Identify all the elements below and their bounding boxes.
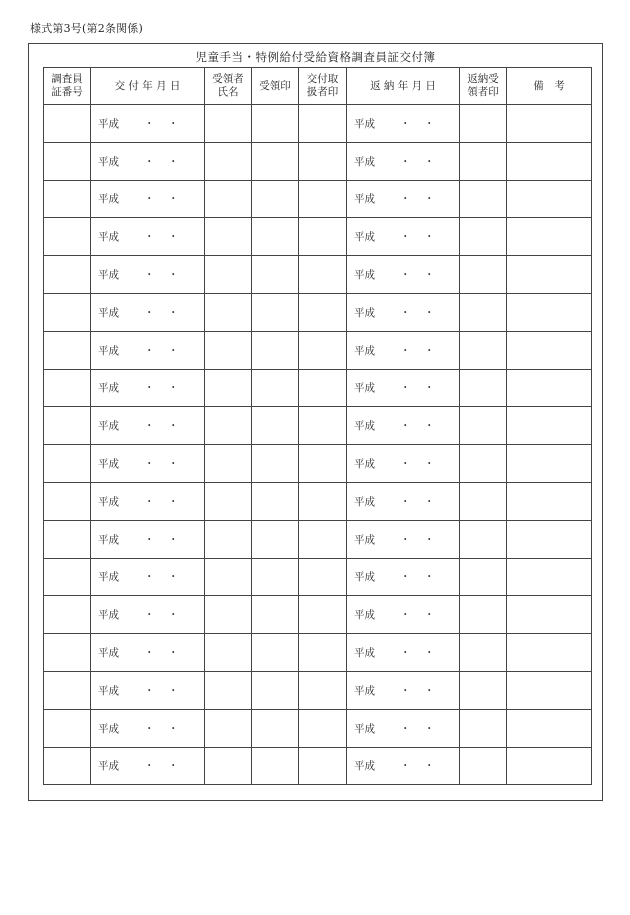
id-number-cell	[44, 369, 91, 407]
date-separator: ・	[144, 306, 155, 319]
issuer-seal-cell	[299, 256, 347, 294]
return-receiver-seal-cell	[460, 407, 507, 445]
date-separator: ・	[144, 533, 155, 546]
receipt-seal-cell	[252, 520, 299, 558]
date-separator: ・	[400, 458, 411, 471]
receipt-seal-cell	[252, 293, 299, 331]
recipient-name-cell	[205, 180, 252, 218]
return-date-cell	[347, 558, 460, 596]
date-separator: ・	[168, 571, 179, 584]
issue-date-cell	[91, 709, 205, 747]
id-number-cell	[44, 331, 91, 369]
date-separator: ・	[168, 533, 179, 546]
return-receiver-seal-cell	[460, 105, 507, 143]
receipt-seal-cell	[252, 105, 299, 143]
date-separator: ・	[424, 647, 435, 660]
return-date-cell	[347, 369, 460, 407]
issuer-seal-cell	[299, 369, 347, 407]
return-receiver-seal-cell	[460, 293, 507, 331]
era-label: 平成	[98, 420, 119, 433]
return-receiver-seal-cell	[460, 256, 507, 294]
receipt-seal-cell	[252, 407, 299, 445]
issuer-seal-cell	[299, 218, 347, 256]
return-date-cell	[347, 596, 460, 634]
return-receiver-seal-cell	[460, 142, 507, 180]
receipt-seal-cell	[252, 747, 299, 785]
id-number-cell	[44, 180, 91, 218]
recipient-name-cell	[205, 142, 252, 180]
date-separator: ・	[400, 722, 411, 735]
table-row	[44, 407, 592, 445]
era-label: 平成	[354, 533, 375, 546]
era-label: 平成	[98, 684, 119, 697]
date-separator: ・	[424, 571, 435, 584]
issue-date-cell	[91, 256, 205, 294]
id-number-cell	[44, 407, 91, 445]
date-separator: ・	[400, 609, 411, 622]
return-date-cell	[347, 671, 460, 709]
recipient-name-cell	[205, 596, 252, 634]
era-label: 平成	[98, 382, 119, 395]
era-label: 平成	[354, 193, 375, 206]
date-separator: ・	[424, 760, 435, 773]
return-date-cell	[347, 105, 460, 143]
col-header-id-number: 調査員 証番号	[44, 68, 91, 105]
table-row	[44, 180, 592, 218]
table-row	[44, 520, 592, 558]
remarks-cell	[507, 596, 592, 634]
col-header-return-date: 返 納 年 月 日	[347, 68, 460, 105]
table-row	[44, 482, 592, 520]
era-label: 平成	[98, 495, 119, 508]
header-row	[44, 68, 592, 105]
issue-date-cell	[91, 369, 205, 407]
date-separator: ・	[400, 647, 411, 660]
table-row	[44, 105, 592, 143]
issue-date-cell	[91, 105, 205, 143]
table-row	[44, 634, 592, 672]
return-date-cell	[347, 520, 460, 558]
issue-date-cell	[91, 671, 205, 709]
era-label: 平成	[354, 420, 375, 433]
receipt-seal-cell	[252, 709, 299, 747]
receipt-seal-cell	[252, 256, 299, 294]
recipient-name-cell	[205, 634, 252, 672]
date-separator: ・	[144, 231, 155, 244]
remarks-cell	[507, 256, 592, 294]
return-date-cell	[347, 407, 460, 445]
date-separator: ・	[144, 495, 155, 508]
recipient-name-cell	[205, 709, 252, 747]
id-number-cell	[44, 747, 91, 785]
issue-date-cell	[91, 218, 205, 256]
table-row	[44, 596, 592, 634]
era-label: 平成	[98, 571, 119, 584]
register-body	[44, 105, 592, 785]
remarks-cell	[507, 105, 592, 143]
id-number-cell	[44, 634, 91, 672]
date-separator: ・	[168, 231, 179, 244]
era-label: 平成	[354, 155, 375, 168]
era-label: 平成	[98, 269, 119, 282]
remarks-cell	[507, 369, 592, 407]
return-date-cell	[347, 634, 460, 672]
form-number: 様式第3号(第2条関係)	[30, 22, 143, 35]
return-date-cell	[347, 218, 460, 256]
date-separator: ・	[424, 609, 435, 622]
era-label: 平成	[98, 117, 119, 130]
return-receiver-seal-cell	[460, 596, 507, 634]
register-frame	[28, 43, 603, 801]
date-separator: ・	[168, 495, 179, 508]
issuer-seal-cell	[299, 671, 347, 709]
return-date-cell	[347, 747, 460, 785]
return-receiver-seal-cell	[460, 445, 507, 483]
date-separator: ・	[168, 722, 179, 735]
date-separator: ・	[168, 382, 179, 395]
col-header-remarks: 備 考	[507, 68, 592, 105]
table-row	[44, 709, 592, 747]
return-date-cell	[347, 256, 460, 294]
date-separator: ・	[400, 306, 411, 319]
date-separator: ・	[424, 533, 435, 546]
era-label: 平成	[98, 344, 119, 357]
date-separator: ・	[400, 269, 411, 282]
remarks-cell	[507, 218, 592, 256]
remarks-cell	[507, 558, 592, 596]
recipient-name-cell	[205, 369, 252, 407]
era-label: 平成	[98, 458, 119, 471]
issue-date-cell	[91, 747, 205, 785]
recipient-name-cell	[205, 331, 252, 369]
register-title: 児童手当・特例給付受給資格調査員証交付簿	[195, 50, 436, 64]
date-separator: ・	[168, 117, 179, 130]
remarks-cell	[507, 520, 592, 558]
issuer-seal-cell	[299, 634, 347, 672]
receipt-seal-cell	[252, 671, 299, 709]
issue-date-cell	[91, 558, 205, 596]
date-separator: ・	[144, 458, 155, 471]
col-header-issue-date: 交 付 年 月 日	[91, 68, 205, 105]
id-number-cell	[44, 142, 91, 180]
issue-date-cell	[91, 445, 205, 483]
return-receiver-seal-cell	[460, 180, 507, 218]
table-row	[44, 445, 592, 483]
era-label: 平成	[354, 609, 375, 622]
date-separator: ・	[424, 495, 435, 508]
id-number-cell	[44, 256, 91, 294]
id-number-cell	[44, 709, 91, 747]
date-separator: ・	[400, 231, 411, 244]
date-separator: ・	[400, 684, 411, 697]
return-receiver-seal-cell	[460, 218, 507, 256]
era-label: 平成	[354, 722, 375, 735]
remarks-cell	[507, 142, 592, 180]
recipient-name-cell	[205, 293, 252, 331]
date-separator: ・	[400, 193, 411, 206]
receipt-seal-cell	[252, 180, 299, 218]
id-number-cell	[44, 218, 91, 256]
col-header-recipient-name: 受領者 氏名	[205, 68, 252, 105]
date-separator: ・	[168, 155, 179, 168]
receipt-seal-cell	[252, 142, 299, 180]
remarks-cell	[507, 180, 592, 218]
table-row	[44, 369, 592, 407]
date-separator: ・	[168, 306, 179, 319]
recipient-name-cell	[205, 445, 252, 483]
id-number-cell	[44, 671, 91, 709]
issuer-seal-cell	[299, 293, 347, 331]
table-row	[44, 218, 592, 256]
col-header-return-receiver-seal: 返納受 領者印	[460, 68, 507, 105]
date-separator: ・	[168, 609, 179, 622]
date-separator: ・	[144, 647, 155, 660]
date-separator: ・	[144, 760, 155, 773]
return-date-cell	[347, 142, 460, 180]
remarks-cell	[507, 671, 592, 709]
era-label: 平成	[354, 495, 375, 508]
receipt-seal-cell	[252, 218, 299, 256]
recipient-name-cell	[205, 105, 252, 143]
date-separator: ・	[400, 495, 411, 508]
date-separator: ・	[144, 420, 155, 433]
issuer-seal-cell	[299, 105, 347, 143]
id-number-cell	[44, 596, 91, 634]
issue-date-cell	[91, 180, 205, 218]
date-separator: ・	[424, 382, 435, 395]
remarks-cell	[507, 407, 592, 445]
date-separator: ・	[144, 571, 155, 584]
era-label: 平成	[98, 306, 119, 319]
table-row	[44, 558, 592, 596]
date-separator: ・	[400, 155, 411, 168]
table-row	[44, 747, 592, 785]
remarks-cell	[507, 293, 592, 331]
era-label: 平成	[354, 344, 375, 357]
issue-date-cell	[91, 596, 205, 634]
id-number-cell	[44, 445, 91, 483]
date-separator: ・	[144, 609, 155, 622]
era-label: 平成	[354, 117, 375, 130]
date-separator: ・	[424, 722, 435, 735]
issuer-seal-cell	[299, 596, 347, 634]
date-separator: ・	[424, 684, 435, 697]
return-receiver-seal-cell	[460, 520, 507, 558]
col-header-receipt-seal: 受領印	[252, 68, 299, 105]
era-label: 平成	[98, 722, 119, 735]
recipient-name-cell	[205, 482, 252, 520]
date-separator: ・	[424, 193, 435, 206]
era-label: 平成	[98, 760, 119, 773]
issuer-seal-cell	[299, 331, 347, 369]
receipt-seal-cell	[252, 634, 299, 672]
recipient-name-cell	[205, 407, 252, 445]
return-receiver-seal-cell	[460, 558, 507, 596]
remarks-cell	[507, 747, 592, 785]
return-date-cell	[347, 709, 460, 747]
return-date-cell	[347, 445, 460, 483]
date-separator: ・	[144, 269, 155, 282]
issuer-seal-cell	[299, 709, 347, 747]
receipt-seal-cell	[252, 331, 299, 369]
era-label: 平成	[98, 609, 119, 622]
date-separator: ・	[144, 155, 155, 168]
table-row	[44, 671, 592, 709]
remarks-cell	[507, 445, 592, 483]
table-row	[44, 256, 592, 294]
era-label: 平成	[354, 760, 375, 773]
issue-date-cell	[91, 634, 205, 672]
issuer-seal-cell	[299, 482, 347, 520]
date-separator: ・	[400, 344, 411, 357]
receipt-seal-cell	[252, 596, 299, 634]
date-separator: ・	[400, 117, 411, 130]
issuer-seal-cell	[299, 180, 347, 218]
date-separator: ・	[168, 684, 179, 697]
date-separator: ・	[424, 420, 435, 433]
col-header-issuer-seal: 交付取 扱者印	[299, 68, 347, 105]
date-separator: ・	[168, 344, 179, 357]
era-label: 平成	[354, 684, 375, 697]
date-separator: ・	[424, 306, 435, 319]
date-separator: ・	[400, 760, 411, 773]
recipient-name-cell	[205, 671, 252, 709]
return-date-cell	[347, 331, 460, 369]
date-separator: ・	[400, 420, 411, 433]
date-separator: ・	[400, 533, 411, 546]
era-label: 平成	[98, 193, 119, 206]
receipt-seal-cell	[252, 558, 299, 596]
era-label: 平成	[354, 306, 375, 319]
issuer-seal-cell	[299, 520, 347, 558]
table-row	[44, 331, 592, 369]
date-separator: ・	[168, 269, 179, 282]
era-label: 平成	[354, 647, 375, 660]
id-number-cell	[44, 558, 91, 596]
issue-date-cell	[91, 293, 205, 331]
era-label: 平成	[98, 647, 119, 660]
issuer-seal-cell	[299, 558, 347, 596]
issuer-seal-cell	[299, 445, 347, 483]
date-separator: ・	[424, 344, 435, 357]
receipt-seal-cell	[252, 369, 299, 407]
remarks-cell	[507, 331, 592, 369]
issue-date-cell	[91, 142, 205, 180]
table-row	[44, 293, 592, 331]
recipient-name-cell	[205, 256, 252, 294]
era-label: 平成	[354, 231, 375, 244]
return-receiver-seal-cell	[460, 634, 507, 672]
return-receiver-seal-cell	[460, 709, 507, 747]
era-label: 平成	[354, 458, 375, 471]
date-separator: ・	[144, 684, 155, 697]
remarks-cell	[507, 482, 592, 520]
era-label: 平成	[354, 382, 375, 395]
date-separator: ・	[144, 117, 155, 130]
remarks-cell	[507, 634, 592, 672]
date-separator: ・	[144, 722, 155, 735]
era-label: 平成	[98, 155, 119, 168]
issue-date-cell	[91, 520, 205, 558]
return-receiver-seal-cell	[460, 747, 507, 785]
remarks-cell	[507, 709, 592, 747]
id-number-cell	[44, 293, 91, 331]
receipt-seal-cell	[252, 482, 299, 520]
table-row	[44, 142, 592, 180]
era-label: 平成	[98, 231, 119, 244]
return-receiver-seal-cell	[460, 331, 507, 369]
id-number-cell	[44, 482, 91, 520]
date-separator: ・	[424, 269, 435, 282]
date-separator: ・	[168, 647, 179, 660]
return-date-cell	[347, 293, 460, 331]
return-receiver-seal-cell	[460, 369, 507, 407]
issue-date-cell	[91, 331, 205, 369]
date-separator: ・	[424, 117, 435, 130]
issuer-seal-cell	[299, 142, 347, 180]
issue-date-cell	[91, 407, 205, 445]
return-date-cell	[347, 180, 460, 218]
return-date-cell	[347, 482, 460, 520]
date-separator: ・	[168, 420, 179, 433]
return-receiver-seal-cell	[460, 671, 507, 709]
date-separator: ・	[168, 760, 179, 773]
recipient-name-cell	[205, 558, 252, 596]
recipient-name-cell	[205, 218, 252, 256]
date-separator: ・	[400, 382, 411, 395]
issuer-seal-cell	[299, 747, 347, 785]
date-separator: ・	[144, 193, 155, 206]
issue-date-cell	[91, 482, 205, 520]
return-receiver-seal-cell	[460, 482, 507, 520]
date-separator: ・	[144, 382, 155, 395]
issuer-seal-cell	[299, 407, 347, 445]
id-number-cell	[44, 520, 91, 558]
era-label: 平成	[98, 533, 119, 546]
id-number-cell	[44, 105, 91, 143]
receipt-seal-cell	[252, 445, 299, 483]
recipient-name-cell	[205, 520, 252, 558]
era-label: 平成	[354, 269, 375, 282]
date-separator: ・	[424, 155, 435, 168]
date-separator: ・	[424, 458, 435, 471]
register-table	[43, 67, 592, 785]
date-separator: ・	[168, 193, 179, 206]
era-label: 平成	[354, 571, 375, 584]
date-separator: ・	[144, 344, 155, 357]
date-separator: ・	[168, 458, 179, 471]
date-separator: ・	[424, 231, 435, 244]
recipient-name-cell	[205, 747, 252, 785]
date-separator: ・	[400, 571, 411, 584]
